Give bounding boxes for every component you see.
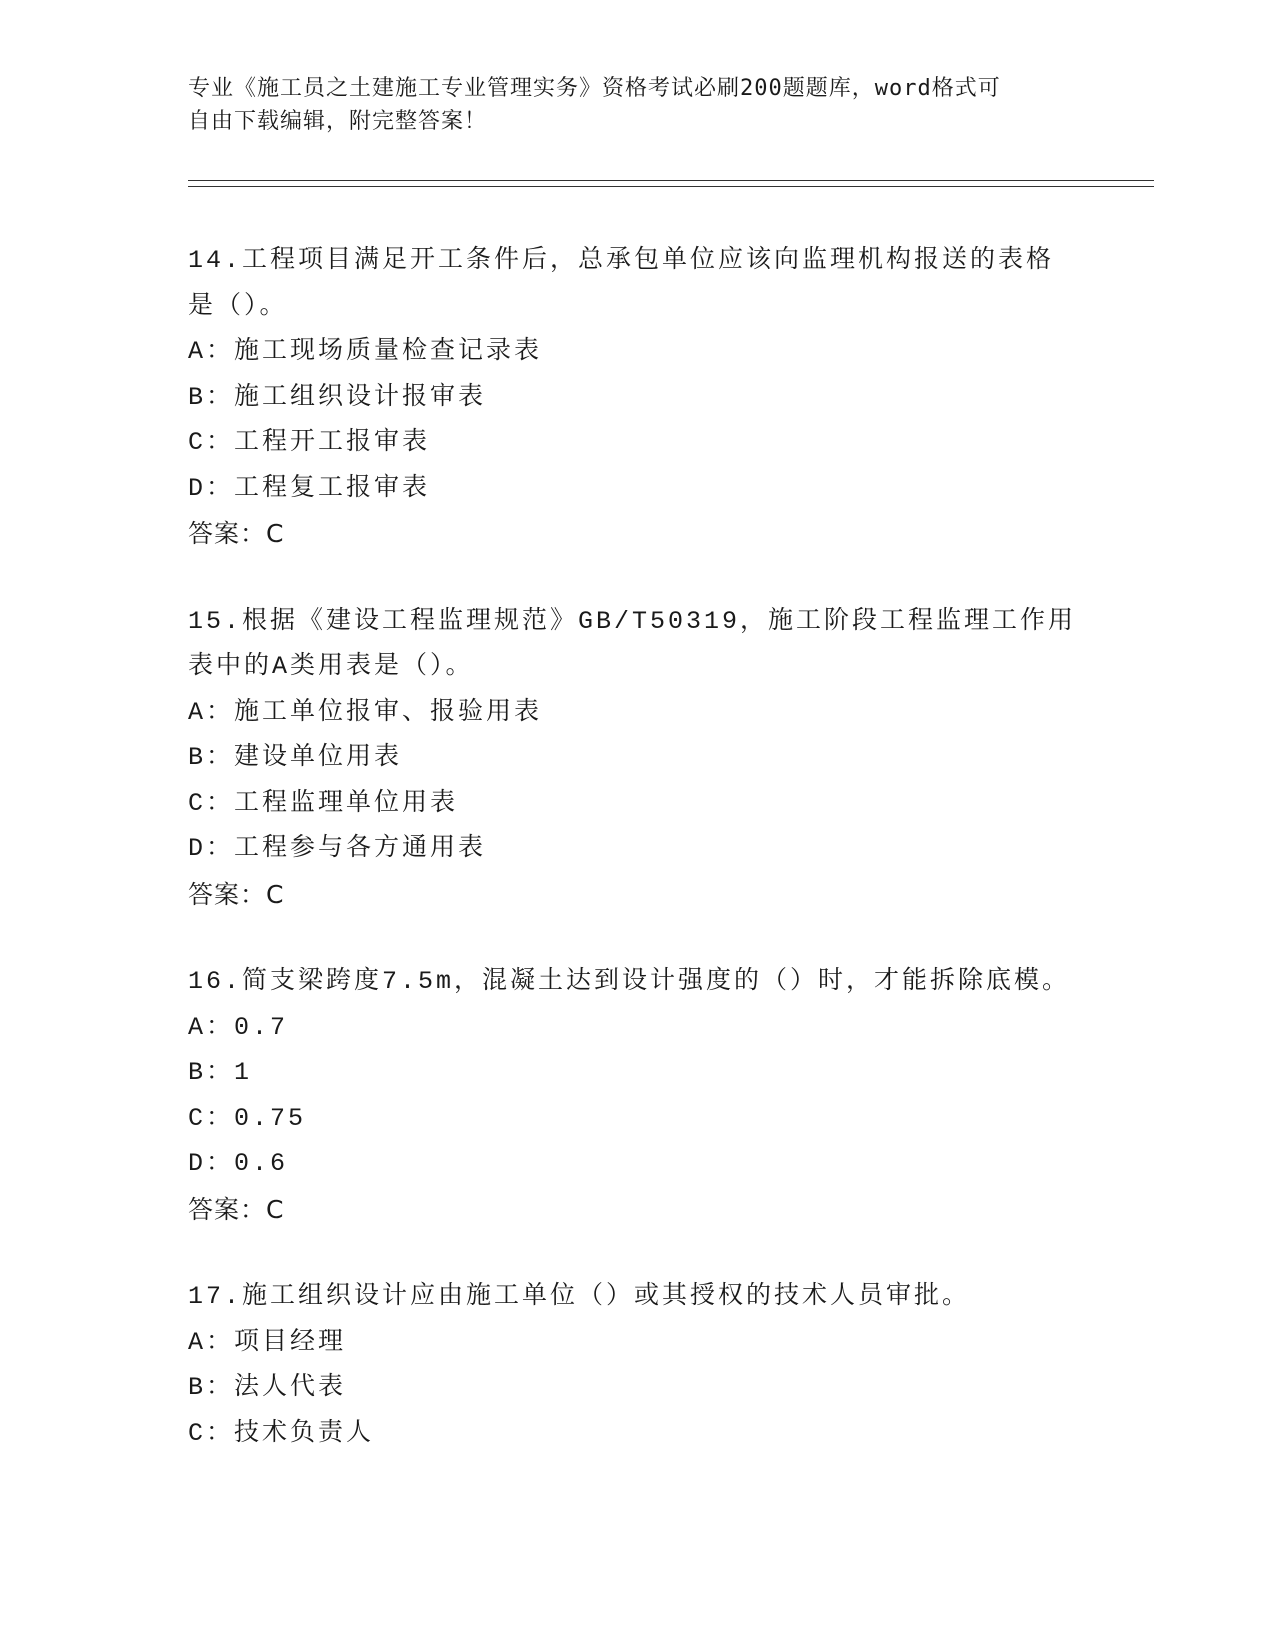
question-list (188, 238, 1088, 1498)
option-c: C：技术负责人 (188, 1418, 375, 1448)
document-header (188, 72, 1088, 138)
option-b: B：法人代表 (188, 1373, 347, 1402)
option-c: C：0.75 (188, 1103, 307, 1133)
option-b: B：建设单位用表 (188, 743, 403, 772)
question-stem: 16.简支梁跨度7.5m，混凝土达到设计强度的（）时，才能拆除底模。 (188, 967, 1071, 996)
question-14 (188, 238, 1088, 557)
option-a: A：施工单位报审、报验用表 (188, 697, 543, 727)
answer-line: 答案：C (188, 519, 285, 548)
option-b: B：1 (188, 1058, 253, 1087)
header-divider (188, 180, 1154, 187)
option-d: D：工程复工报审表 (188, 473, 431, 503)
question-stem-continued: 是（）。 (188, 291, 288, 321)
option-c: C：工程开工报审表 (188, 428, 431, 457)
option-d: D：工程参与各方通用表 (188, 834, 487, 863)
question-stem: 17.施工组织设计应由施工单位（）或其授权的技术人员审批。 (188, 1282, 971, 1311)
option-c: C：工程监理单位用表 (188, 788, 459, 818)
question-stem: 14.工程项目满足开工条件后，总承包单位应该向监理机构报送的表格 (188, 246, 1055, 275)
header-line-1: 专业《施工员之土建施工专业管理实务》资格考试必刷200题题库，word格式可 (188, 76, 1001, 101)
option-b: B：施工组织设计报审表 (188, 382, 487, 412)
option-a: A：项目经理 (188, 1327, 347, 1357)
header-line-2: 自由下载编辑，附完整答案！ (188, 109, 488, 134)
option-a: A：施工现场质量检查记录表 (188, 337, 543, 366)
option-d: D：0.6 (188, 1149, 289, 1178)
option-a: A：0.7 (188, 1012, 289, 1042)
question-15 (188, 599, 1088, 918)
question-stem: 15.根据《建设工程监理规范》GB/T50319，施工阶段工程监理工作用 (188, 606, 1077, 636)
answer-line: 答案：C (188, 1194, 285, 1224)
question-17 (188, 1274, 1088, 1456)
question-16 (188, 959, 1088, 1232)
answer-line: 答案：C (188, 879, 285, 909)
question-stem-continued: 表中的A类用表是（）。 (188, 652, 474, 681)
